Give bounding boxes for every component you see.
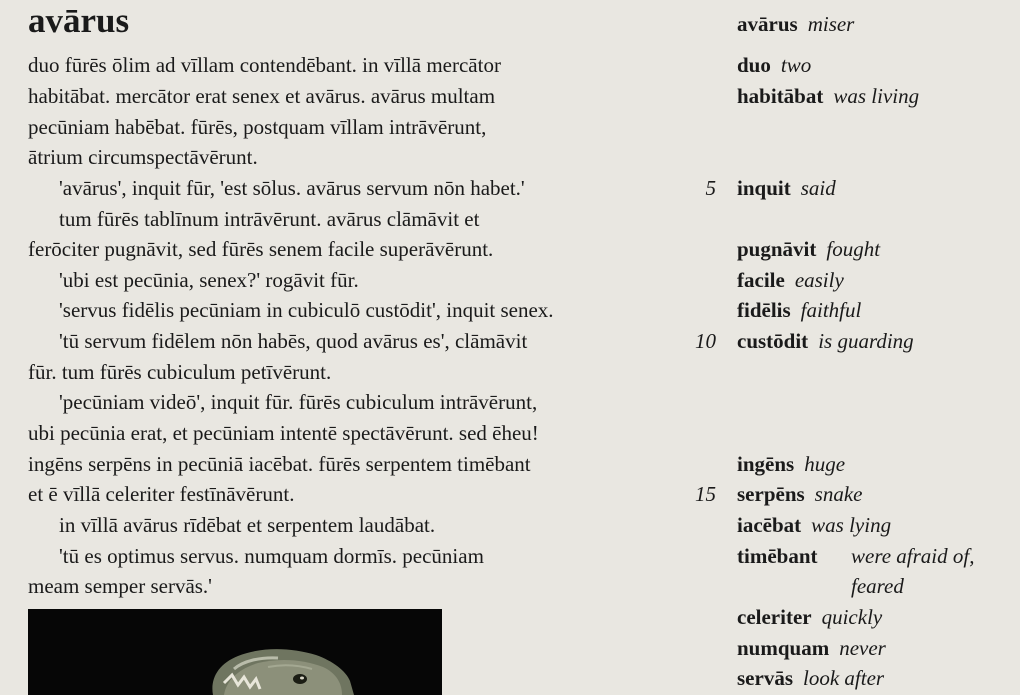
- glossary-term: ingēns: [737, 452, 795, 476]
- glossary-meaning: look after: [803, 666, 885, 690]
- page-title: avārus: [28, 1, 130, 40]
- passage-line: in vīllā avārus rīdēbat et serpentem laudābat.: [59, 513, 436, 537]
- passage-line: tum fūrēs tablīnum intrāvērunt. avārus clāmāvit et: [59, 207, 480, 231]
- snake-eye-glint: [300, 677, 304, 680]
- glossary-entry: [737, 603, 882, 631]
- glossary-entry: [737, 327, 914, 355]
- glossary-term: timēbant: [737, 544, 818, 568]
- glossary-entry: [737, 235, 880, 263]
- passage-line: 'ubi est pecūnia, senex?' rogāvit fūr.: [59, 268, 359, 292]
- glossary-entry: [737, 82, 919, 110]
- line-number: 15: [695, 482, 716, 506]
- glossary-meaning: is guarding: [818, 329, 914, 353]
- passage-line: ātrium circumspectāvērunt.: [28, 145, 258, 169]
- glossary-meaning: snake: [814, 482, 863, 506]
- glossary-meaning: was living: [833, 84, 920, 108]
- passage-line: 'avārus', inquit fūr, 'est sōlus. avārus servum nōn habet.': [59, 176, 525, 200]
- glossary-meaning: huge: [804, 452, 846, 476]
- glossary-meaning: faithful: [800, 298, 862, 322]
- glossary-term: habitābat: [737, 84, 824, 108]
- glossary-entry: [737, 664, 884, 692]
- passage-line: 'pecūniam videō', inquit fūr. fūrēs cubiculum intrāvērunt,: [59, 390, 538, 414]
- glossary-term: celeriter: [737, 605, 812, 629]
- glossary-entry: [737, 450, 845, 478]
- glossary-meaning: was lying: [811, 513, 892, 537]
- passage-line: ferōciter pugnāvit, sed fūrēs senem facile superāvērunt.: [28, 237, 494, 261]
- glossary-term: serpēns: [737, 482, 805, 506]
- glossary-term: pugnāvit: [737, 237, 817, 261]
- glossary-term: fidēlis: [737, 298, 791, 322]
- glossary-term: custōdit: [737, 329, 809, 353]
- passage-line: 'servus fidēlis pecūniam in cubiculō custōdit', inquit senex.: [59, 298, 554, 322]
- passage-line: ubi pecūnia erat, et pecūniam intentē spectāvērunt. sed ēheu!: [28, 421, 539, 445]
- glossary-meaning: never: [839, 636, 886, 660]
- glossary-meaning: were afraid of, feared: [851, 544, 975, 598]
- glossary-meaning: quickly: [821, 605, 883, 629]
- snake-head-illustration: [28, 609, 442, 695]
- glossary-entry: [737, 174, 836, 202]
- glossary-meaning: two: [780, 53, 812, 77]
- passage-line: 'tū servum fidēlem nōn habēs, quod avārus es', clāmāvit: [59, 329, 528, 353]
- passage-line: habitābat. mercātor erat senex et avārus. avārus multam: [28, 84, 496, 108]
- passage-line: meam semper servās.': [28, 574, 212, 598]
- passage-line: fūr. tum fūrēs cubiculum petīvērunt.: [28, 360, 332, 384]
- glossary-meaning: fought: [826, 237, 881, 261]
- glossary-meaning: easily: [794, 268, 844, 292]
- snake-eye: [293, 674, 307, 684]
- glossary-meaning: miser: [807, 12, 855, 36]
- glossary-entry: [737, 634, 886, 662]
- glossary-term: iacēbat: [737, 513, 802, 537]
- glossary-entry: [737, 480, 863, 508]
- line-number: 5: [705, 176, 716, 200]
- glossary-entry: [737, 51, 811, 79]
- glossary-entry: [737, 10, 854, 38]
- line-number: 10: [695, 329, 716, 353]
- glossary-term: numquam: [737, 636, 830, 660]
- snake-photo: [28, 609, 442, 695]
- glossary-entry: [737, 296, 861, 324]
- passage-line: ingēns serpēns in pecūniā iacēbat. fūrēs serpentem timēbant: [28, 452, 531, 476]
- glossary-term: facile: [737, 268, 785, 292]
- glossary-entry: [737, 511, 891, 539]
- glossary-term: servās: [737, 666, 793, 690]
- glossary-term: inquit: [737, 176, 791, 200]
- passage-line: duo fūrēs ōlim ad vīllam contendēbant. in vīllā mercātor: [28, 53, 501, 77]
- glossary-meaning: said: [800, 176, 836, 200]
- glossary-term: duo: [737, 53, 771, 77]
- passage-line: pecūniam habēbat. fūrēs, postquam vīllam intrāvērunt,: [28, 115, 487, 139]
- passage-line: 'tū es optimus servus. numquam dormīs. pecūniam: [59, 544, 484, 568]
- glossary-entry: [737, 266, 844, 294]
- glossary-term: avārus: [737, 12, 798, 36]
- passage-line: et ē vīllā celeriter festīnāvērunt.: [28, 482, 295, 506]
